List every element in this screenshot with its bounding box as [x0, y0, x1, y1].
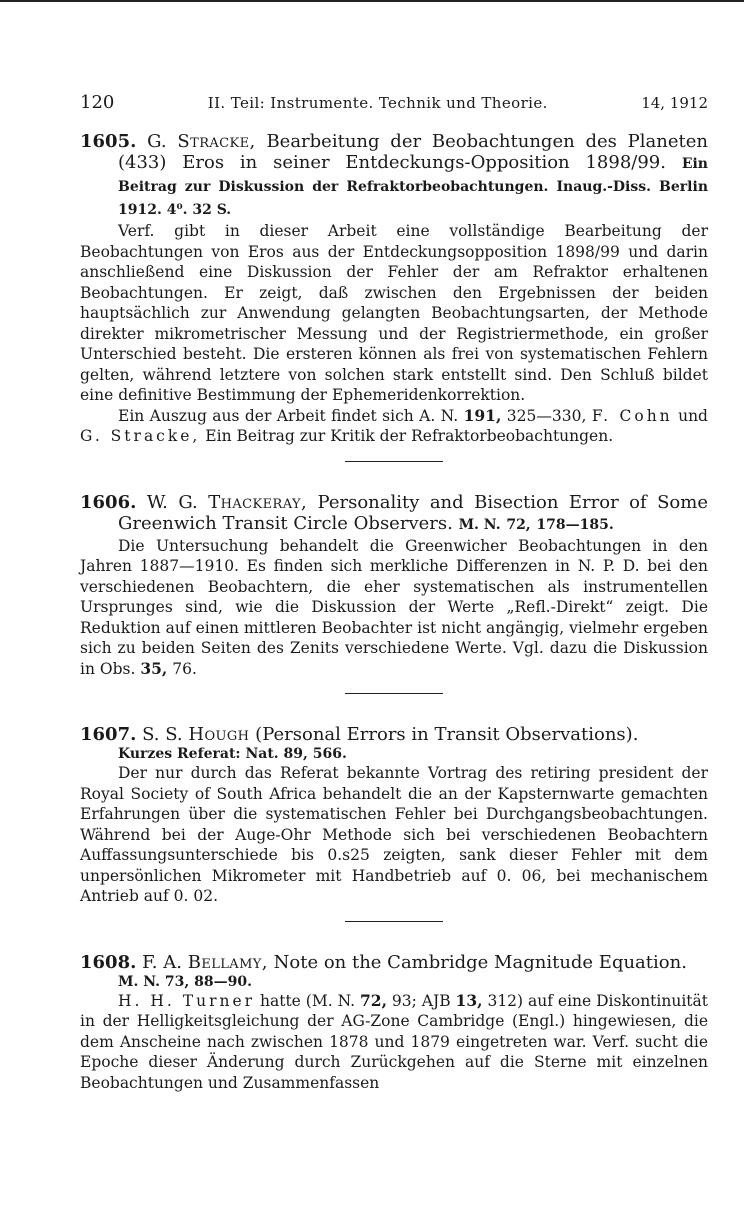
author-name: Thackeray,	[208, 491, 308, 513]
volume-bold: 35,	[140, 658, 168, 678]
volume-bold: 13,	[455, 990, 483, 1010]
text-run: 93; AJB	[391, 991, 451, 1010]
author-initials: W. G.	[146, 491, 198, 513]
reference-line	[80, 745, 708, 763]
author-initials: F. A.	[142, 951, 182, 973]
title-subtext: Ein Beitrag zur Diskussion der Refraktorbeobachtungen. Inaug.-Diss. Berlin 1912. 4⁰. 32 S.	[118, 156, 708, 218]
entry-1606	[80, 492, 708, 695]
page-header	[80, 92, 708, 113]
title-text: Note on the Cambridge Magnitude Equation.	[273, 951, 687, 973]
running-title: II. Teil: Instrumente. Technik und Theorie.	[207, 94, 548, 112]
ref-pages: 178—185.	[536, 516, 614, 533]
abstract-paragraph: Der nur durch das Referat bekannte Vortrag des retiring president der Royal Society of South Africa behandelt die an der Kapsternwarte gemachten Erfahrungen über die systematischen Fehler bei Durchgangsbeobachtungen. Während bei der Auge-Ohr Methode sich bei verschiedenen Beobachtern Auffassungsunterschiede bis 0.s25 zeigten, sank dieser Fehler mit dem unpersönlichen Mikrometer mit Handbetrieb auf 0. 06, bei mechanischem Antrieb auf 0. 02.	[80, 764, 708, 905]
page-number: 120	[80, 92, 115, 113]
entry-title	[80, 952, 708, 973]
author-name: Bellamy,	[187, 951, 268, 973]
text-run: Ein Auszug aus der Arbeit findet sich A. N.	[118, 406, 459, 425]
title-text: Personality and Bisection Error of Some Greenwich Transit Circle Observers.	[118, 491, 708, 534]
ref-journal: M. N.	[118, 973, 161, 990]
text-run: 76.	[172, 659, 197, 678]
ref-pages: 88—90.	[194, 973, 252, 990]
entry-title	[80, 724, 708, 745]
ref-journal: M. N.	[458, 516, 501, 533]
text-run: Die Untersuchung behandelt die Greenwicher Beobachtungen in den Jahren 1887—1910. Es finden sich merkliche Differenzen in N. P. D. bei den verschiedenen Beobachtern, die eher systematischen als instrumentellen Ursprunges sind, wie die Diskussion der Werte „Refl.-Direkt“ zeigt. Die Reduktion auf einen mittleren Beobachter ist nicht angängig, vielmehr ergeben sich zu beiden Seiten des Zenits verschiedene Werte. Vgl. dazu die Diskussion in Obs.	[80, 536, 708, 678]
separator-rule	[345, 693, 443, 694]
text-run: 312) auf eine Diskontinuität in der Helligkeitsgleichung der AG-Zone Cambridge (Engl.) hingewiesen, die dem Anscheine nach zwischen 1878 und 1879 eingetreten war. Verf. sucht die Epoche dieser Änderung durch Zurückgehen auf die Sterne mit einzelnen Beobachtungen und Zusammenfassen	[80, 991, 708, 1092]
abstract-paragraph: Verf. gibt in dieser Arbeit eine vollständige Bearbeitung der Beobachtungen von Eros aus der Entdeckungsopposition 1898/99 und darin anschließend eine Diskussion der Fehler der am Refraktor erhaltenen Beobachtungen. Er zeigt, daß zwischen den Ergebnissen der beiden hauptsächlich zur Anwendung gelangten Beobachtungsarten, der Methode direkter mikrometrischer Messung und der Registriermethode, ein großer Unterschied besteht. Die ersteren können als frei von systematischen Fehlern gelten, während letztere von solchen stark entstellt sind. Den Schluß bildet eine definitive Bestimmung der Ephemeridenkorrektion.	[80, 222, 708, 404]
text-run: und	[678, 406, 708, 425]
spaced-name: F. Cohn	[591, 406, 673, 425]
ref-volume: 72,	[506, 516, 531, 533]
entry-number: 1608.	[80, 951, 137, 973]
entry-number: 1606.	[80, 491, 137, 513]
entry-1607	[80, 724, 708, 922]
volume-bold: 191,	[463, 405, 502, 425]
entry-number: 1607.	[80, 724, 137, 745]
entry-title	[80, 131, 708, 221]
spaced-name: H. H. Turner	[118, 991, 256, 1010]
title-text: Bearbeitung der Beobachtungen des Planeten (433) Eros in seiner Entdeckungs-Opposition 1898/99.	[118, 131, 708, 173]
separator-rule	[345, 461, 443, 462]
text-run: Ein Beitrag zur Kritik der Refraktorbeobachtungen.	[205, 427, 614, 445]
entry-1605	[80, 131, 708, 462]
ref-pages: 566.	[312, 746, 347, 762]
title-text: (Personal Errors in Transit Observations).	[255, 724, 639, 745]
abstract-paragraph	[80, 991, 708, 1094]
page-body	[80, 92, 708, 1093]
author-name: Hough	[188, 724, 250, 745]
author-initials: G.	[147, 131, 167, 152]
abstract-paragraph	[80, 406, 708, 447]
text-run: hatte (M. N.	[260, 991, 356, 1010]
author-name: Stracke,	[177, 131, 256, 152]
entry-title	[80, 492, 708, 536]
text-run: 325—330,	[506, 406, 587, 425]
reference-line	[80, 973, 708, 991]
ref-volume: 73,	[164, 973, 190, 990]
spaced-name: G. Stracke,	[80, 427, 201, 445]
top-border-rule	[0, 0, 744, 2]
separator-rule	[345, 921, 443, 922]
entry-1608	[80, 952, 708, 1094]
author-initials: S. S.	[142, 724, 183, 745]
ref-volume: 89,	[283, 746, 308, 762]
volume-bold: 72,	[360, 990, 387, 1010]
entry-number: 1605.	[80, 131, 137, 152]
volume-year: 14, 1912	[641, 94, 708, 112]
abstract-paragraph	[80, 536, 708, 680]
ref-journal: Kurzes Referat: Nat.	[118, 746, 279, 762]
